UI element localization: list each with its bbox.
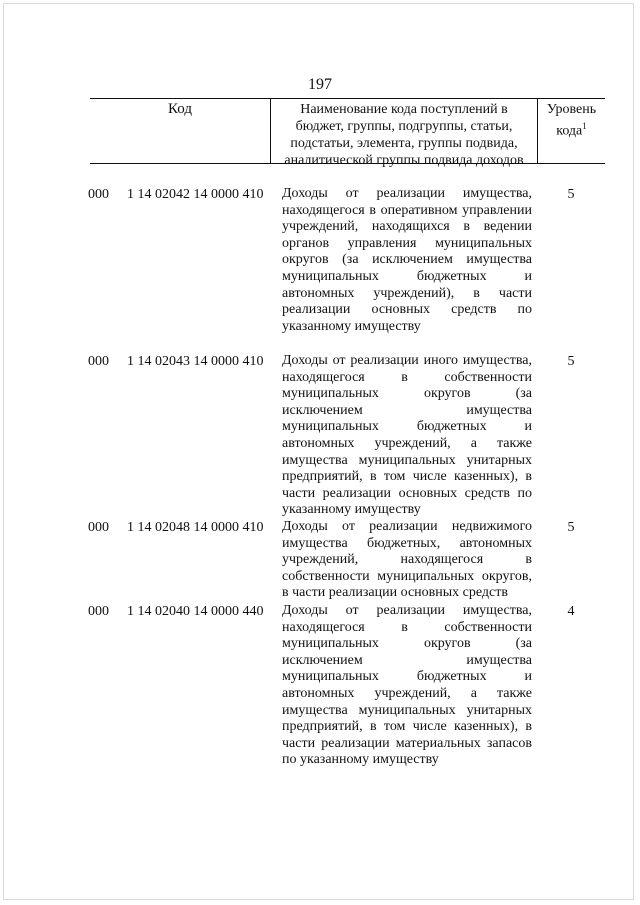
row-income-code: 1 14 02043 14 0000 410 xyxy=(127,354,264,369)
header-level-footnote: 1 xyxy=(582,121,587,131)
row-description: Доходы от реализации имущества, находящегося в собственности муниципальных округов (за исключением имущества муниципальных бюджетных и автономных учреждений, а также имущества муниципальных унитарных предприятий, в том числе казенных), в части реализации материальных запасов по указанному имуществу xyxy=(282,603,532,768)
header-level xyxy=(538,101,605,140)
row-description: Доходы от реализации иного имущества, находящегося в собственности муниципальных округов (за исключением имущества муниципальных бюджетных и автономных учреждений, а также имущества муниципальных унитарных предприятий, в том числе казенных), в части реализации основных средств по указанному имуществу xyxy=(282,353,532,518)
row-admin-code: 000 xyxy=(88,354,109,369)
row-level: 5 xyxy=(567,354,575,369)
row-income-code: 1 14 02048 14 0000 410 xyxy=(127,520,264,535)
row-level: 5 xyxy=(567,187,575,202)
row-description: Доходы от реализации имущества, находящегося в оперативном управлении учреждений, находящихся в ведении органов управления муниципальных округов (за исключением имущества муниципальных бюджетных и автономных учреждений), в части реализации основных средств по указанному имуществу xyxy=(282,186,532,334)
row-income-code: 1 14 02042 14 0000 410 xyxy=(127,187,264,202)
row-level: 5 xyxy=(567,520,575,535)
row-description: Доходы от реализации недвижимого имущества бюджетных, автономных учреждений, находящегося в собственности муниципальных округов, в части реализации основных средств xyxy=(282,519,532,601)
row-level: 4 xyxy=(567,604,575,619)
table-header xyxy=(90,98,605,168)
page-number: 197 xyxy=(308,76,332,93)
header-name: Наименование кода поступлений в бюджет, группы, подгруппы, статьи, подстатьи, элемента, группы подвида, аналитической группы подвида доходов xyxy=(284,102,524,168)
row-admin-code: 000 xyxy=(88,520,109,535)
row-admin-code: 000 xyxy=(88,604,109,619)
header-code: Код xyxy=(168,101,192,117)
row-income-code: 1 14 02040 14 0000 440 xyxy=(127,604,264,619)
header-divider xyxy=(270,99,271,163)
row-admin-code: 000 xyxy=(88,187,109,202)
header-level-label: Уровень кода xyxy=(546,102,597,139)
